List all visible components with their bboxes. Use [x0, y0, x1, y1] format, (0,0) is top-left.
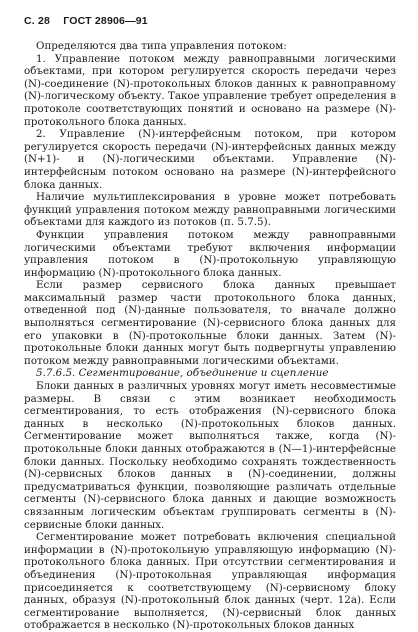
paragraph-flow-control-functions: Функции управления потоком между равноправными логическими объектами требуют включения информации управления потоком в (N)-протокольную управляющую информацию (N)-протокольного блока данных.	[24, 228, 396, 279]
section-heading: 5.7.6.5. Сегментирование, объединение и сцепление	[36, 367, 329, 380]
page-header	[24, 15, 148, 27]
standard-code: ГОСТ 28906—91	[63, 15, 148, 27]
paragraph-multiplexing: Наличие мультиплексирования в уровне может потребовать функций управления потоком между равноправными логическими объектами для каждого из потоков (п. 5.7.5).	[24, 191, 396, 229]
paragraph-item-1: 1. Управление потоком между равноправными логическими объектами, при котором регулируется скорость передачи через (N)-соединение (N)-протокольных блоков данных к равноправному (N)-логическому объекту. Такое управление требует определения в протоколе соответствующих понятий и основано на размере (N)-протокольного блока данных.	[24, 52, 396, 128]
paragraph-intro: Определяются два типа управления потоком:	[36, 40, 287, 52]
paragraph-block-sizes: Блоки данных в различных уровнях могут иметь несовместимые размеры. В связи с этим возникает необходимость сегментирования, то есть отображения (N)-сервисного блока данных в несколько (N)-протокольных блоков данных. Сегментирование может выполняться также, когда (N)-протокольные блоки данных отображаются в (N—1)-интерфейсные блоки данных. Поскольку необходимо сохранять тождественность (N)-сервисных блоков данных в (N)-соединении, должны предусматриваться функции, позволяющие различать отдельные сегменты (N)-сервисного блока данных и дающие возможность связанным логическим объектам группировать сегменты в (N)-сервисные блоки данных.	[24, 380, 396, 531]
document-body	[24, 40, 396, 632]
paragraph-item-2: 2. Управление (N)-интерфейсным потоком, при котором регулируется скорость передачи (N)-интерфейсных данных между (N+1)- и (N)-логическими объектами. Управление (N)-интерфейсным потоком основано на размере (N)-интерфейсного блока данных.	[24, 128, 396, 191]
paragraph-segmentation-info: Сегментирование может потребовать включения специальной информации в (N)-протокольную управляющую информацию (N)-протокольного блока данных. При отсутствии сегментирования и объединения (N)-протокольная управляющая информация присоединяется к соответствующему (N)-сервисному блоку данных, образуя (N)-протокольный блок данных (черт. 12а). Если сегментирование выполняется, (N)-сервисный блок данных отображается в несколько (N)-протокольных блоков данных	[24, 531, 396, 632]
paragraph-segmentation-intro: Если размер сервисного блока данных превышает максимальный размер части протокольного блока данных, отведенной под (N)-данные пользователя, то вначале должно выполняться сегментирование (N)-сервисного блока данных для его упаковки в (N)-протокольные блоки данных. Затем (N)-протокольные блоки данных могут быть подвергнуты управлению потоком между равноправными логическими объектами.	[24, 279, 396, 367]
page-number: С. 28	[24, 15, 51, 27]
